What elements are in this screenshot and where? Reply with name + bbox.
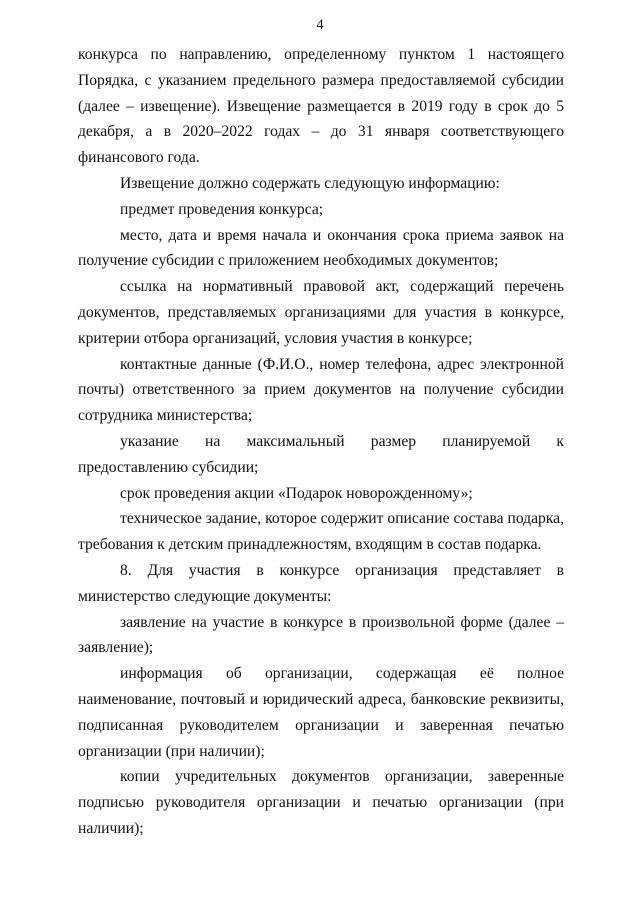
list-item-legal-act-link: ссылка на нормативный правовой акт, содержащий перечень документов, представляемых организациями для участия в конкурсе, критерии отбора организаций, условия участия в конкурсе; — [78, 278, 564, 347]
list-item-technical-task: техническое задание, которое содержит описание состава подарка, требования к детским принадлежностям, входящим в состав подарка. — [78, 510, 564, 554]
paragraph-announcement-continuation: конкурса по направлению, определенному пунктом 1 настоящего Порядка, с указанием предельного размера предоставляемой субсидии (далее – извещение). Извещение размещается в 2019 году в срок до 5 декабря, а в 2020–2022 годах – до 31 января соответствующего финансового года. — [78, 46, 564, 167]
list-item-contact-details: контактные данные (Ф.И.О., номер телефона, адрес электронной почты) ответственного за прием документов на получение субсидии сотрудника министерства; — [78, 355, 564, 425]
paragraph-section-8: 8. Для участия в конкурсе организация представляет в министерство следующие документы: — [78, 561, 564, 605]
paragraph-announcement-contents: Извещение должно содержать следующую информацию: — [120, 174, 500, 192]
list-item-contest-subject: предмет проведения конкурса; — [120, 200, 324, 218]
list-item-founding-documents: копии учредительных документов организации, заверенные подписью руководителя организации и печатью организации (при наличии); — [78, 768, 564, 837]
document-body — [78, 42, 564, 842]
list-item-application-period: место, дата и время начала и окончания срока приема заявок на получение субсидии с приложением необходимых документов; — [78, 226, 564, 270]
list-item-maximum-subsidy: указание на максимальный размер планируемой к предоставлению субсидии; — [78, 432, 564, 476]
list-item-organization-info: информация об организации, содержащая её полное наименование, почтовый и юридический адреса, банковские реквизиты, подписанная руководителем организации и заверенная печатью организации (при наличии); — [78, 665, 564, 760]
list-item-application-form: заявление на участие в конкурсе в произвольной форме (далее – заявление); — [78, 613, 564, 657]
page-number: 4 — [316, 17, 324, 33]
list-item-campaign-period: срок проведения акции «Подарок новорожденному»; — [120, 484, 473, 502]
